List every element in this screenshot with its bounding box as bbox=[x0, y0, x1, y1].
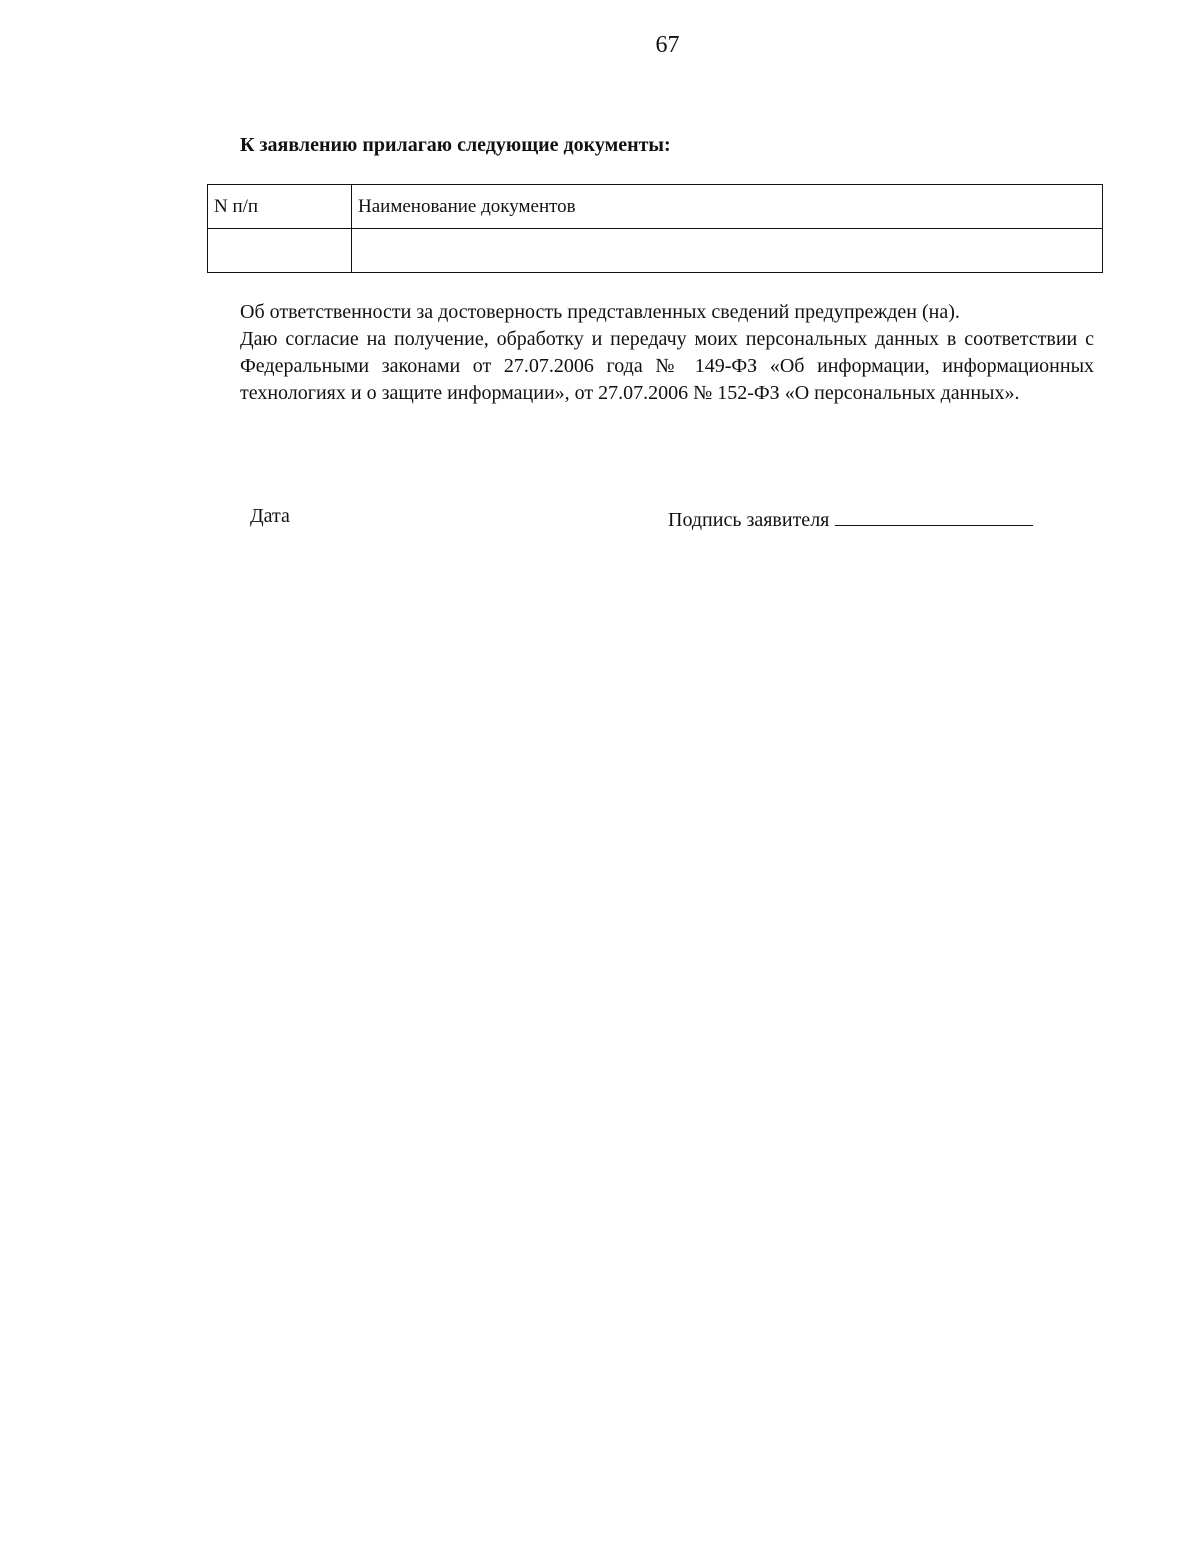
table-row bbox=[208, 229, 1103, 273]
column-header-number: N п/п bbox=[208, 185, 352, 229]
signature-block bbox=[668, 505, 1033, 532]
attachments-heading: К заявлению прилагаю следующие документы: bbox=[240, 134, 671, 156]
table-header-row bbox=[208, 185, 1103, 229]
consent-statement: Даю согласие на получение, обработку и передачу моих персональных данных в соответствии с Федеральными законами от 27.07.2006 года № 149-ФЗ «Об информации, информационных технологиях и о защите информации», от 27.07.2006 № 152-ФЗ «О персональных данных». bbox=[240, 328, 1094, 404]
statement-block bbox=[240, 299, 1094, 407]
date-label: Дата bbox=[250, 505, 290, 527]
table-cell-number[interactable] bbox=[208, 229, 352, 273]
responsibility-statement: Об ответственности за достоверность представленных сведений предупрежден (на). bbox=[240, 301, 960, 323]
table-cell-document-name[interactable] bbox=[352, 229, 1103, 273]
column-header-document-name: Наименование документов bbox=[352, 185, 1103, 229]
signature-label: Подпись заявителя bbox=[668, 509, 830, 531]
documents-table bbox=[207, 184, 1103, 273]
page-number: 67 bbox=[655, 32, 680, 58]
signature-line[interactable] bbox=[835, 505, 1033, 526]
